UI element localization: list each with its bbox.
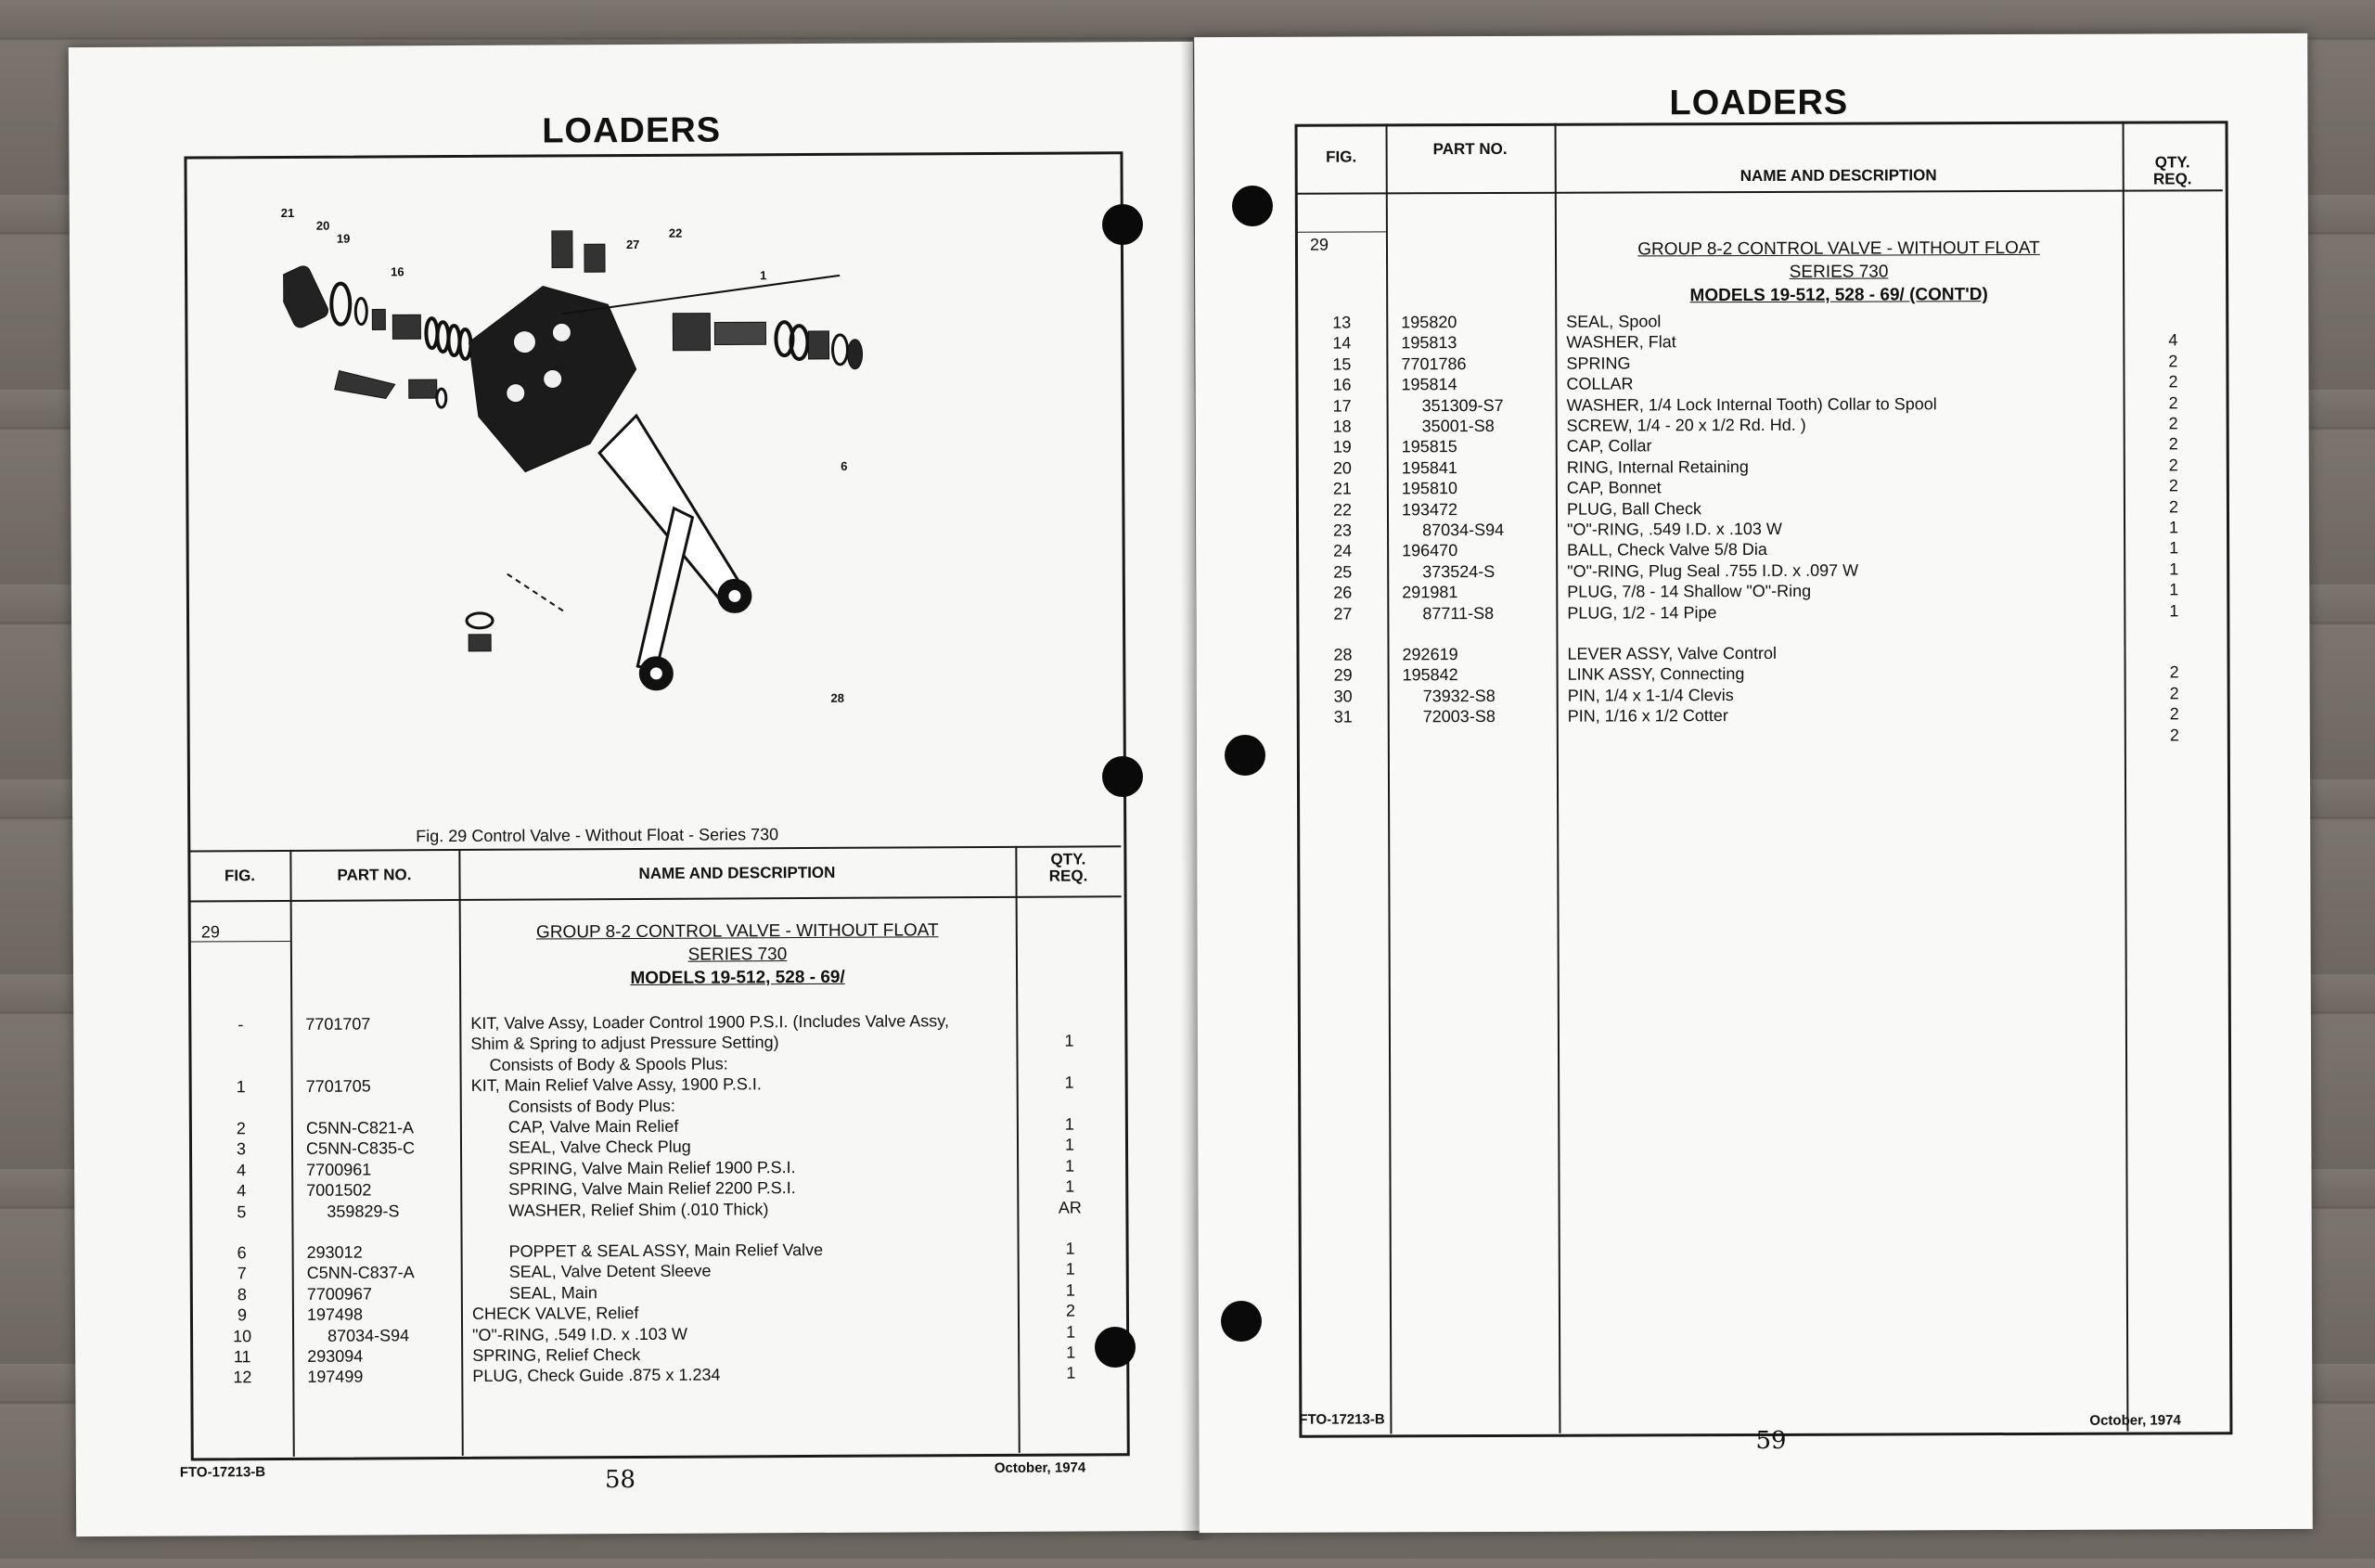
footer-doc-code: FTO-17213-B [1299, 1411, 1385, 1428]
part-description: POPPET & SEAL ASSY, Main Relief Valve [508, 1240, 824, 1261]
part-description: Consists of Body Plus: [507, 1096, 675, 1116]
fig-number: 22 [1332, 500, 1353, 520]
part-number: 195815 [1401, 437, 1457, 456]
qty-required: 2 [2168, 372, 2178, 392]
fig-number: 20 [1332, 458, 1352, 478]
footer-date: October, 1974 [2089, 1412, 2181, 1429]
qty-required: 4 [2168, 330, 2178, 350]
part-number: 293012 [306, 1242, 363, 1262]
callout-1: 1 [760, 268, 767, 283]
part-number: 195820 [1401, 313, 1457, 332]
part-description: PIN, 1/4 x 1-1/4 Clevis [1567, 685, 1734, 705]
part-number: 293094 [307, 1346, 364, 1366]
fig-number: 3 [236, 1139, 247, 1159]
part-number: 7701705 [305, 1076, 371, 1097]
fig-number: 30 [1333, 687, 1353, 706]
part-number: 195813 [1401, 333, 1457, 353]
fig-number: 2 [236, 1119, 246, 1138]
part-number: 351309-S7 [1421, 395, 1504, 415]
col-header-fig: FIG. [1326, 148, 1357, 166]
qty-required: 1 [1064, 1031, 1074, 1050]
part-number: 7701707 [305, 1014, 371, 1034]
qty-required: 1 [1064, 1114, 1074, 1134]
callout-20: 20 [315, 218, 330, 233]
fig-number: 4 [237, 1181, 247, 1201]
part-description: SPRING, Valve Main Relief 2200 P.S.I. [508, 1178, 796, 1199]
part-description: CAP, Collar [1566, 436, 1652, 456]
callout-22: 22 [668, 225, 683, 240]
col-header-part-no: PART NO. [337, 866, 412, 884]
qty-required: 1 [2169, 600, 2179, 621]
fig-number: - [238, 1015, 244, 1035]
page-number: 59 [1755, 1426, 1787, 1455]
binder-hole [1221, 1301, 1262, 1342]
fig-number: 29 [1333, 665, 1353, 685]
fig-number: 19 [1332, 437, 1352, 456]
qty-required: 1 [1065, 1280, 1075, 1300]
part-description: PLUG, Check Guide .875 x 1.234 [472, 1365, 721, 1386]
fig-number: 9 [237, 1305, 248, 1325]
group-fig: 29 [200, 922, 220, 942]
part-number: 7700967 [306, 1284, 372, 1304]
callout-21: 21 [280, 205, 295, 220]
part-description: SPRING, Valve Main Relief 1900 P.S.I. [508, 1157, 796, 1178]
callout-27: 27 [625, 237, 640, 252]
binder-hole [1102, 756, 1143, 797]
fig-number: 24 [1333, 541, 1353, 560]
qty-required: 2 [2168, 392, 2178, 413]
part-description: BALL, Check Valve 5/8 Dia [1567, 540, 1767, 560]
part-number: 7001502 [306, 1180, 372, 1201]
qty-required: 1 [2169, 580, 2179, 599]
part-description: SEAL, Main [508, 1283, 597, 1303]
callout-16: 16 [391, 264, 404, 279]
qty-required: 1 [1065, 1259, 1075, 1279]
binder-hole [1225, 735, 1265, 776]
qty-required: 1 [1065, 1176, 1075, 1196]
part-description: LEVER ASSY, Valve Control [1567, 643, 1778, 663]
qty-required: 1 [1066, 1343, 1076, 1362]
col-header-qty: QTY. REQ. [2152, 153, 2192, 188]
part-number: 195810 [1401, 479, 1458, 498]
part-description: KIT, Valve Assy, Loader Control 1900 P.S.I. (Includes Valve Assy, [470, 1011, 949, 1033]
part-number: 35001-S8 [1421, 416, 1495, 436]
qty-required: 2 [2168, 434, 2178, 454]
part-number: 373524-S [1422, 561, 1496, 582]
fig-number: 12 [233, 1368, 252, 1387]
part-description: SEAL, Spool [1566, 312, 1662, 331]
fig-number: 31 [1333, 707, 1353, 726]
part-number: 359829-S [327, 1201, 400, 1221]
group-heading: GROUP 8-2 CONTROL VALVE - WITHOUT FLOAT SERIES 730 MODELS 19-512, 528 - 69/ (CONT'D) [1637, 238, 2040, 306]
part-description: SPRING [1566, 353, 1631, 373]
part-description: "O"-RING, .549 I.D. x .103 W [1567, 519, 1782, 539]
footer-doc-code: FTO-17213-B [179, 1464, 266, 1481]
part-number: 87034-S94 [1422, 520, 1505, 540]
qty-required: 2 [2168, 414, 2178, 433]
part-number: 87711-S8 [1422, 603, 1495, 623]
fig-number: 27 [1333, 604, 1353, 623]
col-header-name: NAME AND DESCRIPTION [638, 863, 836, 882]
part-number: 197499 [307, 1367, 364, 1387]
binder-hole [1102, 204, 1143, 245]
part-number: 7700961 [306, 1160, 372, 1179]
qty-required: AR [1058, 1198, 1082, 1217]
part-description: SEAL, Valve Check Plug [507, 1137, 691, 1158]
part-number: 292619 [1402, 645, 1458, 664]
part-description: PIN, 1/16 x 1/2 Cotter [1567, 706, 1728, 726]
part-description: WASHER, Flat [1566, 332, 1676, 353]
fig-number: 26 [1333, 583, 1353, 602]
page-number: 58 [604, 1466, 636, 1495]
qty-required: 1 [2168, 518, 2179, 537]
qty-required: 2 [2168, 496, 2178, 517]
footer-date: October, 1974 [994, 1459, 1086, 1476]
qty-required: 2 [2168, 352, 2178, 371]
fig-number: 13 [1332, 313, 1352, 332]
part-description: RING, Internal Retaining [1566, 456, 1749, 477]
part-description: COLLAR [1566, 374, 1634, 393]
fig-number: 10 [233, 1326, 252, 1345]
part-description: CAP, Bonnet [1566, 478, 1662, 497]
part-number: 195842 [1402, 665, 1458, 685]
part-number: 73932-S8 [1422, 686, 1496, 706]
col-header-name: NAME AND DESCRIPTION [1740, 166, 1937, 186]
part-description: KIT, Main Relief Valve Assy, 1900 P.S.I. [470, 1074, 762, 1096]
part-description: Consists of Body & Spools Plus: [489, 1054, 728, 1074]
qty-required: 1 [1065, 1156, 1075, 1176]
fig-number: 17 [1332, 396, 1352, 416]
col-header-qty: QTY. REQ. [1048, 850, 1088, 885]
fig-number: 23 [1332, 521, 1353, 540]
qty-required: 2 [2169, 684, 2179, 703]
qty-required: 1 [1066, 1363, 1076, 1382]
part-description: SPRING, Relief Check [472, 1344, 641, 1365]
fig-number: 4 [237, 1160, 247, 1180]
fig-number: 11 [233, 1347, 251, 1367]
part-number: 87034-S94 [327, 1325, 410, 1345]
binder-hole [1095, 1327, 1136, 1368]
part-number: C5NN-C821-A [305, 1118, 415, 1137]
fig-number: 16 [1332, 375, 1352, 394]
qty-required: 2 [2169, 704, 2179, 724]
part-description: LINK ASSY, Connecting [1567, 664, 1745, 685]
part-number: C5NN-C835-C [305, 1138, 416, 1159]
part-number: 195841 [1401, 457, 1457, 478]
qty-required: 2 [2168, 476, 2178, 495]
fig-number: 6 [237, 1243, 247, 1263]
part-description: PLUG, Ball Check [1566, 498, 1702, 519]
fig-number: 21 [1332, 479, 1352, 498]
part-number: 291981 [1402, 583, 1458, 602]
fig-number: 5 [237, 1202, 247, 1221]
qty-required: 2 [1065, 1301, 1076, 1320]
qty-required: 1 [2169, 538, 2179, 558]
part-number: 72003-S8 [1422, 707, 1496, 726]
part-number: 193472 [1401, 499, 1458, 519]
qty-required: 1 [1065, 1322, 1076, 1342]
part-description: "O"-RING, .549 I.D. x .103 W [472, 1324, 687, 1344]
part-description: WASHER, 1/4 Lock Internal Tooth) Collar to Spool [1566, 393, 1937, 415]
part-number: 197498 [306, 1305, 364, 1325]
part-description: "O"-RING, Plug Seal .755 I.D. x .097 W [1567, 560, 1859, 581]
fig-number: 28 [1333, 645, 1353, 664]
qty-required: 1 [1065, 1239, 1075, 1258]
callout-6: 6 [841, 458, 848, 473]
binder-hole [1232, 186, 1273, 226]
part-description: CAP, Valve Main Relief [507, 1116, 679, 1137]
col-header-part-no: PART NO. [1432, 139, 1508, 159]
part-description: CHECK VALVE, Relief [471, 1304, 639, 1324]
fig-number: 8 [237, 1284, 247, 1305]
col-header-fig: FIG. [224, 867, 256, 885]
qty-required: 2 [2169, 662, 2179, 682]
fig-number: 7 [237, 1264, 247, 1283]
fig-number: 18 [1332, 417, 1352, 436]
qty-required: 2 [2168, 456, 2178, 475]
figure-caption: Fig. 29 Control Valve - Without Float - Series 730 [416, 825, 779, 846]
part-description: SCREW, 1/4 - 20 x 1/2 Rd. Hd. ) [1566, 415, 1806, 435]
part-description: SEAL, Valve Detent Sleeve [508, 1261, 712, 1282]
callout-28: 28 [830, 690, 844, 705]
qty-required: 1 [1064, 1135, 1075, 1154]
part-number: 195814 [1401, 375, 1457, 394]
part-description: WASHER, Relief Shim (.010 Thick) [508, 1199, 769, 1220]
right-page [1194, 33, 2313, 1533]
page-title: LOADERS [542, 110, 722, 151]
part-description: Shim & Spring to adjust Pressure Setting) [470, 1033, 779, 1054]
group-heading: GROUP 8-2 CONTROL VALVE - WITHOUT FLOAT SERIES 730 MODELS 19-512, 528 - 69/ [535, 920, 939, 989]
fig-number: 15 [1332, 354, 1352, 374]
part-description: PLUG, 1/2 - 14 Pipe [1567, 602, 1717, 623]
group-fig: 29 [1309, 235, 1329, 254]
fig-number: 14 [1332, 333, 1352, 353]
callout-19: 19 [336, 231, 351, 246]
left-page [69, 42, 1200, 1536]
fig-number: 1 [236, 1077, 246, 1097]
qty-required: 1 [2169, 559, 2179, 579]
page-title: LOADERS [1669, 83, 1849, 123]
qty-required: 1 [1064, 1073, 1074, 1092]
part-number: 196470 [1402, 541, 1458, 560]
part-description: PLUG, 7/8 - 14 Shallow "O"-Ring [1567, 581, 1812, 601]
fig-number: 25 [1333, 562, 1353, 582]
part-number: C5NN-C837-A [306, 1263, 415, 1283]
qty-required: 2 [2169, 725, 2179, 745]
part-number: 7701786 [1401, 353, 1467, 374]
